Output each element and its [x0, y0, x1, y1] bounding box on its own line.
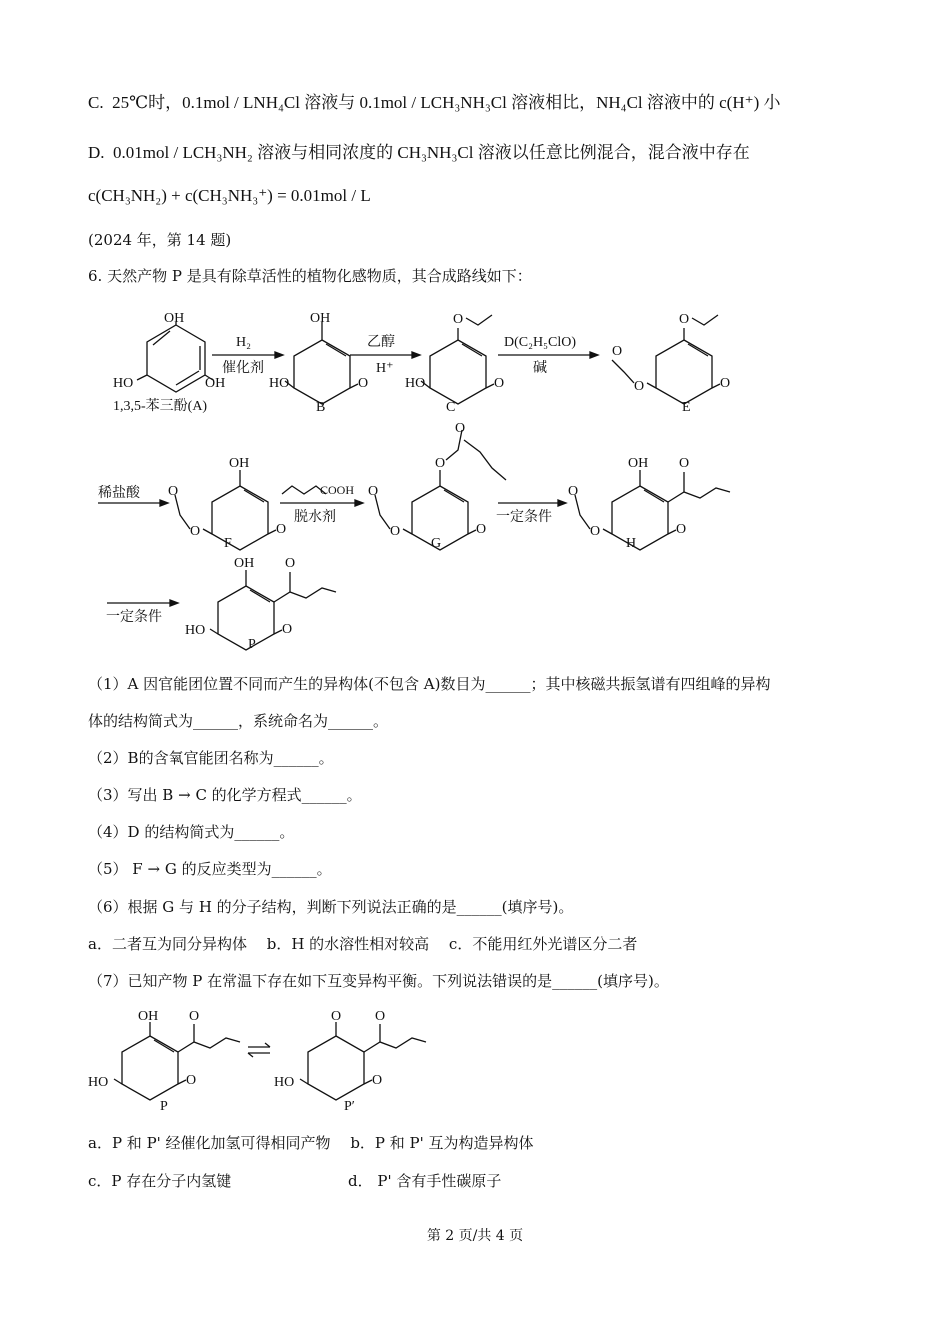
svg-text:O: O — [590, 524, 601, 539]
molecule-a — [137, 322, 213, 392]
svg-text:O: O — [190, 524, 201, 539]
svg-text:O: O — [372, 1073, 383, 1088]
svg-text:O: O — [494, 376, 505, 391]
sub-question-7-option-d: d． P' 含有手性碳原子 — [348, 1172, 502, 1190]
svg-text:OH: OH — [229, 456, 250, 471]
sub-question-4: （4）D 的结构简式为______。 — [88, 823, 295, 841]
reagent-catalyst: 催化剂 — [222, 361, 264, 376]
sub-question-5: （5） F → G 的反应类型为______。 — [88, 860, 332, 878]
svg-text:稀盐酸: 稀盐酸 — [98, 486, 140, 501]
sub-question-1: （1）A 因官能团位置不同而产生的异构体(不包含 A)数目为______；其中核磁共振氢谱有四组峰的异构 — [88, 675, 771, 693]
option-d-equation: c(CH₃NH₂) + c(CH₃NH₃⁺) = 0.01mol / L — [88, 186, 371, 205]
tautomer-p — [114, 1022, 240, 1100]
question-stem: 6. 天然产物 P 是具有除草活性的植物化感物质，其合成路线如下： — [88, 267, 532, 285]
svg-text:O: O — [331, 1009, 342, 1024]
svg-text:OH: OH — [628, 456, 649, 471]
svg-text:O: O — [368, 484, 379, 499]
sub-question-3: （3）写出 B → C 的化学方程式______。 — [88, 786, 362, 804]
molecule-p — [210, 570, 336, 650]
svg-text:O: O — [453, 312, 464, 327]
label-a: 1,3,5-苯三酚(A) — [113, 399, 208, 414]
label-e: E — [682, 400, 691, 415]
page-footer: 第 2 页/共 4 页 — [426, 1228, 524, 1244]
svg-text:O: O — [168, 484, 179, 499]
svg-text:O: O — [435, 456, 446, 471]
svg-text:HO: HO — [405, 376, 426, 391]
label-c: C — [446, 400, 456, 415]
svg-text:HO: HO — [88, 1075, 109, 1090]
svg-text:O: O — [285, 556, 296, 571]
svg-text:COOH: COOH — [320, 483, 355, 497]
option-c: C. 25℃时，0.1mol / LNH₄Cl 溶液与 0.1mol / LCH₃NH₃Cl 溶液相比，NH₄Cl 溶液中的 c(H⁺) 小 — [88, 93, 781, 112]
svg-text:O: O — [676, 522, 687, 537]
sub-question-6: （6）根据 G 与 H 的分子结构，判断下列说法正确的是______(填序号)。 — [88, 898, 574, 916]
svg-text:O: O — [612, 344, 623, 359]
svg-text:一定条件: 一定条件 — [106, 610, 162, 625]
svg-text:O: O — [375, 1009, 386, 1024]
svg-text:P: P — [160, 1099, 168, 1114]
source-note: (2024 年，第 14 题) — [88, 231, 232, 249]
tautomer-p-prime — [300, 1022, 426, 1100]
svg-text:O: O — [282, 622, 293, 637]
svg-text:O: O — [276, 522, 287, 537]
option-d: D. 0.01mol / LCH₃NH₂ 溶液与相同浓度的 CH₃NH₃Cl 溶液以任意比例混合，混合液中存在 — [88, 143, 750, 162]
svg-text:HO: HO — [269, 376, 290, 391]
svg-text:OH: OH — [310, 311, 331, 326]
svg-text:O: O — [390, 524, 401, 539]
sub-question-1-cont: 体的结构简式为______，系统命名为______。 — [88, 712, 389, 730]
a-ho-left: HO — [113, 376, 134, 391]
sub-question-2: （2）B的含氧官能团名称为______。 — [88, 749, 334, 767]
label-b: B — [316, 400, 326, 415]
svg-text:O: O — [189, 1009, 200, 1024]
svg-text:O: O — [568, 484, 579, 499]
svg-text:H⁺: H⁺ — [376, 361, 394, 376]
a-oh-right: OH — [205, 376, 226, 391]
svg-text:脱水剂: 脱水剂 — [294, 510, 336, 525]
svg-text:一定条件: 一定条件 — [496, 510, 552, 525]
label-g: G — [431, 536, 442, 551]
svg-text:O: O — [634, 379, 645, 394]
sub-question-7: （7）已知产物 P 在常温下存在如下互变异构平衡。下列说法错误的是______(填序号)。 — [88, 972, 669, 990]
label-p: P — [248, 637, 256, 652]
molecule-b — [285, 322, 358, 404]
svg-text:HO: HO — [185, 623, 206, 638]
svg-text:碱: 碱 — [533, 361, 547, 376]
svg-text:P′: P′ — [344, 1099, 355, 1114]
svg-text:O: O — [186, 1073, 197, 1088]
molecule-e — [612, 315, 720, 404]
svg-text:O: O — [476, 522, 487, 537]
svg-text:乙醇: 乙醇 — [367, 335, 395, 350]
sub-question-7-option-c: c．P 存在分子内氢键 — [88, 1172, 232, 1190]
molecule-c — [421, 315, 494, 404]
svg-text:O: O — [358, 376, 369, 391]
sub-question-7-options: a．P 和 P' 经催化加氢可得相同产物 b．P 和 P' 互为构造异构体 — [88, 1134, 534, 1152]
svg-text:OH: OH — [138, 1009, 159, 1024]
sub-question-6-options: a．二者互为同分异构体 b．H 的水溶性相对较高 c．不能用红外光谱区分二者 — [88, 935, 638, 953]
a-oh-top: OH — [164, 311, 185, 326]
label-h: H — [626, 536, 637, 551]
svg-text:O: O — [679, 456, 690, 471]
svg-text:OH: OH — [234, 556, 255, 571]
svg-text:O: O — [679, 312, 690, 327]
label-f: F — [224, 536, 232, 551]
svg-text:O: O — [720, 376, 731, 391]
svg-text:D(C₂H₅ClO): D(C₂H₅ClO) — [504, 335, 576, 350]
svg-text:HO: HO — [274, 1075, 295, 1090]
reagent-h2: H₂ — [236, 335, 251, 350]
svg-text:O: O — [455, 421, 466, 436]
